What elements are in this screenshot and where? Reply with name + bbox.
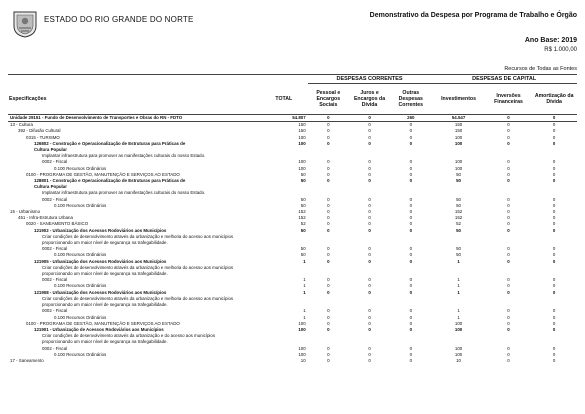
row-juros-value: 0: [368, 171, 371, 177]
row-total-value: 150: [298, 122, 306, 128]
row-pessoal-value: 0: [327, 221, 330, 227]
unidade-outras: 260: [390, 115, 431, 122]
row-outras-value: 0: [409, 128, 413, 134]
row-label: 0.100 Recursos Ordinários: [54, 252, 107, 258]
row-juros-value: 0: [368, 215, 371, 221]
unidade-row: [8, 115, 577, 122]
row-amortizacao-value: 0: [552, 122, 556, 128]
row-juros-value: 0: [368, 209, 371, 215]
row-amortizacao-value: 0: [552, 215, 556, 221]
pessoal-header: Pessoal e Encargos Sociais: [308, 84, 349, 115]
row-label: 0100 - PROGRAMA DE GESTÃO, MANUTENÇÃO E SERVIÇOS AO ESTADO: [26, 320, 180, 326]
row-inversoes-value: 0: [507, 140, 510, 146]
row-amortizacao-value: 0: [552, 283, 556, 289]
row-outras-value: 0: [409, 209, 413, 215]
row-label: 0100 - PROGRAMA DE GESTÃO, MANUTENÇÃO E SERVIÇOS AO ESTADO: [26, 171, 180, 177]
row-inversoes-value: 0: [507, 209, 510, 215]
row-juros-value: 0: [368, 289, 371, 295]
row-amortizacao-value: 0: [552, 357, 556, 363]
row-pessoal-value: 0: [327, 252, 330, 258]
row-investimentos-value: 50: [456, 227, 461, 233]
row-total-value: 50: [300, 196, 306, 202]
row-inversoes-value: 0: [507, 202, 510, 208]
row-investimentos-value: 1: [457, 308, 460, 314]
row-inversoes-value: 0: [507, 196, 510, 202]
row-label: proporcionando um maior nível de segurança na trafegabilidade.: [42, 339, 168, 345]
row-amortizacao-value: 0: [552, 159, 556, 165]
row-label: 0002 - Fiscal: [42, 196, 68, 202]
row-inversoes-value: 0: [507, 178, 510, 184]
row-amortizacao-value: 0: [552, 128, 556, 134]
row-juros-value: 0: [368, 308, 371, 314]
row-inversoes-value: 0: [507, 252, 510, 258]
row-label: Criar condições de desenvolvimento através da urbanização e melhoria do acesso aos municípios: [42, 264, 234, 270]
row-amortizacao-value: 0: [552, 196, 556, 202]
unidade-label: Unidade 29151 - Fundo de Desenvolvimento de Transportes e Obras do RN - FDTO: [8, 115, 260, 122]
row-inversoes-value: 0: [507, 122, 510, 128]
row-total-value: 100: [298, 140, 306, 146]
row-label: 0.100 Recursos Ordinários: [54, 283, 107, 289]
row-juros-value: 0: [368, 134, 371, 140]
row-amortizacao-value: 0: [552, 252, 556, 258]
row-pessoal-value: 0: [327, 320, 330, 326]
row-label: Criar condições de desenvolvimento através da urbanização e do acesso aos municípios: [42, 333, 216, 339]
row-pessoal-value: 0: [327, 277, 330, 283]
row-outras-value: 0: [409, 289, 413, 295]
row-juros-value: 0: [368, 258, 371, 264]
row-inversoes-value: 0: [507, 227, 510, 233]
row-outras-value: 0: [409, 202, 413, 208]
row-investimentos-value: 152: [454, 215, 463, 221]
row-juros-value: 0: [368, 320, 371, 326]
row-pessoal-value: 0: [327, 227, 330, 233]
row-pessoal-value: 0: [327, 314, 330, 320]
row-juros-value: 0: [368, 122, 371, 128]
row-outras-value: 0: [409, 196, 413, 202]
row-total-value: 50: [300, 252, 306, 258]
inversoes-header: Inversões Financeiras: [486, 84, 532, 115]
row-amortizacao-value: 0: [552, 289, 556, 295]
row-total-value: 1: [303, 258, 306, 264]
row-amortizacao-value: 0: [552, 140, 556, 146]
row-amortizacao-value: 0: [552, 202, 556, 208]
row-amortizacao-value: 0: [552, 171, 556, 177]
ano-base: Ano Base: 2019: [524, 37, 577, 44]
row-pessoal-value: 0: [327, 246, 330, 252]
row-juros-value: 0: [368, 357, 371, 363]
row-pessoal-value: 0: [327, 215, 330, 221]
row-juros-value: 0: [368, 283, 371, 289]
row-amortizacao-value: 0: [552, 308, 556, 314]
row-total-value: 1: [303, 277, 306, 283]
row-total-value: 1: [303, 289, 306, 295]
row-inversoes-value: 0: [507, 289, 510, 295]
row-amortizacao-value: 0: [552, 314, 556, 320]
row-label: 121908 - Urbanização dos Acessos Rodoviários aos Municípios: [34, 289, 167, 295]
row-investimentos-value: 52: [456, 221, 461, 227]
currency-unit: R$ 1.000,00: [544, 47, 577, 53]
row-inversoes-value: 0: [507, 246, 510, 252]
row-juros-value: 0: [368, 326, 371, 332]
row-investimentos-value: 1: [457, 289, 460, 295]
row-label: 17 - Saneamento: [10, 357, 44, 363]
row-pessoal-value: 0: [327, 326, 330, 332]
table-row: [8, 122, 577, 129]
row-amortizacao-value: 0: [552, 326, 556, 332]
row-investimentos-value: 100: [454, 351, 463, 357]
row-pessoal-value: 0: [327, 122, 330, 128]
row-label: 0315 - TURISMO: [26, 134, 60, 140]
row-pessoal-value: 0: [327, 345, 330, 351]
row-total-value: 100: [298, 134, 306, 140]
row-investimentos-value: 1: [457, 277, 460, 283]
row-juros-value: 0: [368, 159, 371, 165]
state-coat-of-arms-logo: [12, 10, 38, 38]
row-investimentos-value: 1: [457, 283, 460, 289]
row-outras-value: 0: [409, 308, 413, 314]
especificacoes-header: Especificações: [8, 84, 260, 115]
row-label: Implantar infraestrutura para promover as manifestações culturais do nosso Estado.: [42, 153, 206, 159]
row-outras-value: 0: [409, 283, 413, 289]
row-label: 0.100 Recursos Ordinários: [54, 202, 107, 208]
row-outras-value: 0: [409, 326, 413, 332]
row-juros-value: 0: [368, 128, 371, 134]
row-outras-value: 0: [409, 122, 413, 128]
row-pessoal-value: 0: [327, 209, 330, 215]
row-inversoes-value: 0: [507, 159, 510, 165]
unidade-inversoes: 0: [486, 115, 532, 122]
expense-table: [8, 74, 577, 364]
row-outras-value: 0: [409, 134, 413, 140]
row-outras-value: 0: [409, 221, 413, 227]
row-investimentos-value: 50: [456, 178, 461, 184]
row-amortizacao-value: 0: [552, 345, 556, 351]
row-outras-value: 0: [409, 252, 413, 258]
row-label: 392 - Difusão Cultural: [18, 128, 61, 134]
row-investimentos-value: 50: [456, 246, 461, 252]
investimentos-header: Investimentos: [431, 84, 485, 115]
row-total-value: 1: [303, 283, 306, 289]
row-total-value: 150: [298, 128, 306, 134]
row-label: proporcionando um maior nível de segurança na trafegabilidade.: [42, 302, 168, 308]
row-pessoal-value: 0: [327, 351, 330, 357]
row-pessoal-value: 0: [327, 357, 330, 363]
row-outras-value: 0: [409, 258, 413, 264]
row-juros-value: 0: [368, 227, 371, 233]
row-outras-value: 0: [409, 215, 413, 221]
row-inversoes-value: 0: [507, 128, 510, 134]
row-investimentos-value: 150: [454, 122, 463, 128]
row-total-value: 50: [300, 171, 306, 177]
row-label: proporcionando um maior nível de segurança na trafegabilidade.: [42, 271, 168, 277]
row-label: 121901 - Urbanização de Acessos Rodoviários aos Municípios: [34, 326, 164, 332]
row-outras-value: 0: [409, 171, 413, 177]
row-outras-value: 0: [409, 277, 413, 283]
outras-header: Outras Despesas Correntes: [390, 84, 431, 115]
row-amortizacao-value: 0: [552, 134, 556, 140]
row-juros-value: 0: [368, 277, 371, 283]
row-total-value: 1: [303, 308, 306, 314]
row-inversoes-value: 0: [507, 314, 510, 320]
row-total-value: 50: [300, 246, 306, 252]
row-inversoes-value: 0: [507, 165, 510, 171]
row-total-value: 50: [300, 178, 306, 184]
row-label: 128801 - Construção e Operacionalização de Estruturas para Práticas de: [34, 178, 186, 184]
row-investimentos-value: 1: [457, 258, 460, 264]
row-pessoal-value: 0: [327, 134, 330, 140]
row-juros-value: 0: [368, 351, 371, 357]
row-inversoes-value: 0: [507, 351, 510, 357]
row-pessoal-value: 0: [327, 196, 330, 202]
despesas-capital-header: DESPESAS DE CAPITAL: [431, 75, 577, 84]
row-total-value: 1: [303, 314, 306, 320]
row-outras-value: 0: [409, 227, 413, 233]
row-label: 451 - Infra-Estrutura Urbana: [18, 215, 73, 221]
row-outras-value: 0: [409, 345, 413, 351]
row-pessoal-value: 0: [327, 289, 330, 295]
row-label: 0002 - Fiscal: [42, 308, 68, 314]
row-label: 0.100 Recursos Ordinários: [54, 351, 107, 357]
row-pessoal-value: 0: [327, 140, 330, 146]
row-investimentos-value: 100: [454, 320, 463, 326]
row-pessoal-value: 0: [327, 178, 330, 184]
row-outras-value: 0: [409, 178, 413, 184]
row-investimentos-value: 10: [456, 357, 461, 363]
row-amortizacao-value: 0: [552, 246, 556, 252]
row-inversoes-value: 0: [507, 283, 510, 289]
row-pessoal-value: 0: [327, 165, 330, 171]
row-total-value: 52: [300, 221, 306, 227]
row-total-value: 100: [298, 159, 306, 165]
row-outras-value: 0: [409, 165, 413, 171]
row-total-value: 100: [298, 320, 306, 326]
row-investimentos-value: 1: [457, 314, 460, 320]
row-label: 126802 - Construção e Operacionalização de Estruturas para Práticas de: [34, 140, 186, 146]
row-juros-value: 0: [368, 246, 371, 252]
row-outras-value: 0: [409, 246, 413, 252]
unidade-juros: 0: [349, 115, 390, 122]
row-investimentos-value: 50: [456, 252, 461, 258]
row-inversoes-value: 0: [507, 357, 510, 363]
row-inversoes-value: 0: [507, 134, 510, 140]
row-inversoes-value: 0: [507, 171, 510, 177]
row-pessoal-value: 0: [327, 171, 330, 177]
row-label: Criar condições de desenvolvimento através da urbanização e melhoria do acesso aos municípios: [42, 295, 234, 301]
amortizacao-header: Amortização da Dívida: [531, 84, 577, 115]
row-pessoal-value: 0: [327, 258, 330, 264]
row-pessoal-value: 0: [327, 202, 330, 208]
row-investimentos-value: 100: [454, 345, 463, 351]
row-outras-value: 0: [409, 357, 413, 363]
row-pessoal-value: 0: [327, 159, 330, 165]
row-total-value: 100: [298, 345, 306, 351]
row-investimentos-value: 50: [456, 171, 461, 177]
row-label: proporcionando um maior nível de segurança na trafegabilidade.: [42, 240, 168, 246]
unidade-pessoal: 0: [308, 115, 349, 122]
row-total-value: 152: [298, 215, 306, 221]
row-juros-value: 0: [368, 345, 371, 351]
row-total-value: 100: [298, 351, 306, 357]
row-investimentos-value: 100: [454, 159, 463, 165]
row-amortizacao-value: 0: [552, 209, 556, 215]
row-label: 0020 - SANEAMENTO BÁSICO: [26, 221, 89, 227]
table-row: [8, 358, 577, 364]
row-label: 13 - Cultura: [10, 122, 33, 128]
row-juros-value: 0: [368, 178, 371, 184]
row-juros-value: 0: [368, 165, 371, 171]
row-outras-value: 0: [409, 320, 413, 326]
unidade-investimentos: 54.547: [431, 115, 485, 122]
fontes-label: Recursos de Todas as Fontes: [504, 66, 577, 72]
row-investimentos-value: 50: [456, 196, 461, 202]
row-amortizacao-value: 0: [552, 227, 556, 233]
row-amortizacao-value: 0: [552, 320, 556, 326]
row-label: 121905 - Urbanização dos Acessos Rodoviários aos Municípios: [34, 258, 167, 264]
row-label: 0.100 Recursos Ordinários: [54, 314, 107, 320]
row-label: Criar condições de desenvolvimento através da urbanização e melhoria do acesso aos municípios: [42, 233, 234, 239]
row-pessoal-value: 0: [327, 128, 330, 134]
row-inversoes-value: 0: [507, 326, 510, 332]
row-inversoes-value: 0: [507, 221, 510, 227]
row-investimentos-value: 100: [454, 134, 463, 140]
row-pessoal-value: 0: [327, 308, 330, 314]
row-label: 0.100 Recursos Ordinários: [54, 165, 107, 171]
row-total-value: 10: [300, 357, 306, 363]
despesas-correntes-header: DESPESAS CORRENTES: [308, 75, 432, 84]
row-amortizacao-value: 0: [552, 351, 556, 357]
row-outras-value: 0: [409, 314, 413, 320]
row-juros-value: 0: [368, 314, 371, 320]
row-investimentos-value: 150: [454, 128, 463, 134]
row-amortizacao-value: 0: [552, 178, 556, 184]
total-header: TOTAL: [260, 84, 308, 115]
report-title: Demonstrativo da Despesa por Programa de Trabalho e Órgão: [369, 12, 577, 19]
row-inversoes-value: 0: [507, 215, 510, 221]
row-juros-value: 0: [368, 221, 371, 227]
row-label: 121902 - Urbanização dos Acessos Rodoviários aos Municípios: [34, 227, 167, 233]
row-label: 0002 - Fiscal: [42, 345, 68, 351]
row-inversoes-value: 0: [507, 277, 510, 283]
row-investimentos-value: 50: [456, 202, 461, 208]
row-total-value: 152: [298, 209, 306, 215]
row-outras-value: 0: [409, 351, 413, 357]
row-label: Implantar infraestrutura para promover as manifestações culturais do nosso Estado.: [42, 190, 206, 196]
row-inversoes-value: 0: [507, 258, 510, 264]
row-inversoes-value: 0: [507, 320, 510, 326]
row-pessoal-value: 0: [327, 283, 330, 289]
row-amortizacao-value: 0: [552, 165, 556, 171]
row-label: 0002 - Fiscal: [42, 159, 68, 165]
row-label: Cultura Popular: [34, 184, 67, 190]
row-amortizacao-value: 0: [552, 277, 556, 283]
unidade-amortizacao: 0: [531, 115, 577, 122]
row-label: 0002 - Fiscal: [42, 277, 68, 283]
row-total-value: 50: [300, 202, 306, 208]
row-juros-value: 0: [368, 140, 371, 146]
row-investimentos-value: 100: [454, 326, 463, 332]
row-inversoes-value: 0: [507, 345, 510, 351]
juros-header: Juros e Encargos da Dívida: [349, 84, 390, 115]
row-juros-value: 0: [368, 202, 371, 208]
row-amortizacao-value: 0: [552, 258, 556, 264]
row-investimentos-value: 100: [454, 140, 463, 146]
row-outras-value: 0: [409, 140, 413, 146]
row-outras-value: 0: [409, 159, 413, 165]
row-total-value: 100: [298, 326, 306, 332]
row-investimentos-value: 100: [454, 165, 463, 171]
state-name: ESTADO DO RIO GRANDE DO NORTE: [44, 15, 194, 24]
row-amortizacao-value: 0: [552, 221, 556, 227]
row-juros-value: 0: [368, 252, 371, 258]
row-label: 15 - Urbanismo: [10, 209, 41, 215]
row-total-value: 50: [300, 227, 306, 233]
row-total-value: 100: [298, 165, 306, 171]
row-label: 0002 - Fiscal: [42, 246, 68, 252]
row-investimentos-value: 152: [454, 209, 463, 215]
row-juros-value: 0: [368, 196, 371, 202]
unidade-total: 54.807: [260, 115, 308, 122]
row-label: Cultura Popular: [34, 147, 67, 153]
row-inversoes-value: 0: [507, 308, 510, 314]
